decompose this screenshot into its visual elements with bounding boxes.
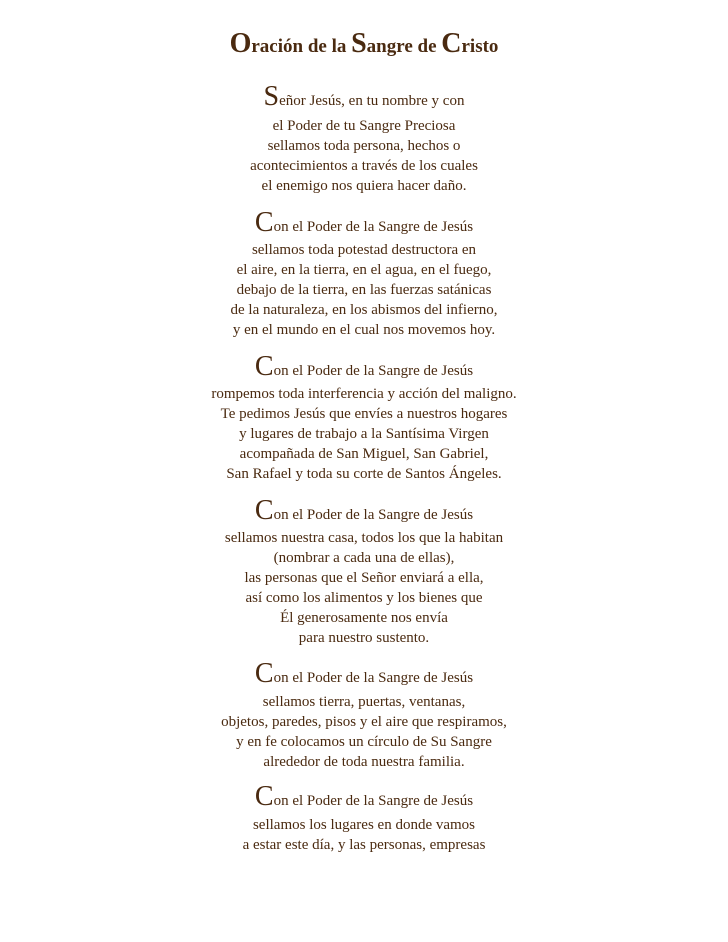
stanza-first-line: Señor Jesús, en tu nombre y con (263, 81, 465, 112)
stanza-line: Él generosamente nos envía (280, 610, 448, 626)
title-word: Oración (229, 28, 304, 59)
stanza-first-line: Con el Poder de la Sangre de Jesús (254, 351, 474, 382)
stanza-line: el enemigo nos quiera hacer daño. (261, 178, 467, 194)
stanza-line: Te pedimos Jesús que envíes a nuestros hogares (220, 406, 508, 422)
title-word: de la (307, 36, 347, 57)
stanza-line: así como los alimentos y los bienes que (245, 590, 483, 606)
stanza-line: para nuestro sustento. (298, 630, 430, 646)
stanza-line: debajo de la tierra, en las fuerzas satánicas (236, 282, 492, 298)
title-word: Cristo (441, 28, 499, 59)
stanza-line: sellamos toda potestad destructora en (251, 242, 477, 258)
stanza-line: rompemos toda interferencia y acción del maligno. (211, 386, 517, 402)
stanza-line: sellamos tierra, puertas, ventanas, (262, 694, 466, 710)
title-word: Sangre (351, 28, 413, 59)
stanza-line: de la naturaleza, en los abismos del infierno, (230, 302, 498, 318)
stanza-line: acompañada de San Miguel, San Gabriel, (239, 446, 489, 462)
stanza-line: sellamos toda persona, hechos o (267, 138, 461, 154)
stanza-line: las personas que el Señor enviará a ella, (244, 570, 484, 586)
stanza-first-line: Con el Poder de la Sangre de Jesús (254, 495, 474, 526)
stanza-first-line: Con el Poder de la Sangre de Jesús (254, 658, 474, 689)
title-word: de (417, 36, 437, 57)
stanza-line: sellamos nuestra casa, todos los que la habitan (224, 530, 504, 546)
stanza-line: San Rafael y toda su corte de Santos Ángeles. (226, 466, 502, 482)
stanza-line: sellamos los lugares en donde vamos (252, 817, 476, 833)
page-title (0, 28, 728, 60)
stanza-first-line: Con el Poder de la Sangre de Jesús (254, 207, 474, 238)
stanza-line: objetos, paredes, pisos y el aire que respiramos, (221, 714, 507, 730)
stanza-line: alrededor de toda nuestra familia. (263, 754, 465, 770)
stanza-line: y en el mundo en el cual nos movemos hoy. (232, 322, 496, 338)
stanza-line: acontecimientos a través de los cuales (250, 158, 478, 174)
stanza-line: y lugares de trabajo a la Santísima Virgen (239, 426, 489, 442)
stanza-line: y en fe colocamos un círculo de Su Sangre (236, 734, 492, 750)
stanza-first-line: Con el Poder de la Sangre de Jesús (254, 781, 474, 812)
stanza-line: a estar este día, y las personas, empresas (242, 837, 486, 853)
stanza-line: el Poder de tu Sangre Preciosa (272, 118, 456, 134)
stanza-line: (nombrar a cada una de ellas), (273, 550, 455, 566)
stanza-line: el aire, en la tierra, en el agua, en el fuego, (236, 262, 492, 278)
